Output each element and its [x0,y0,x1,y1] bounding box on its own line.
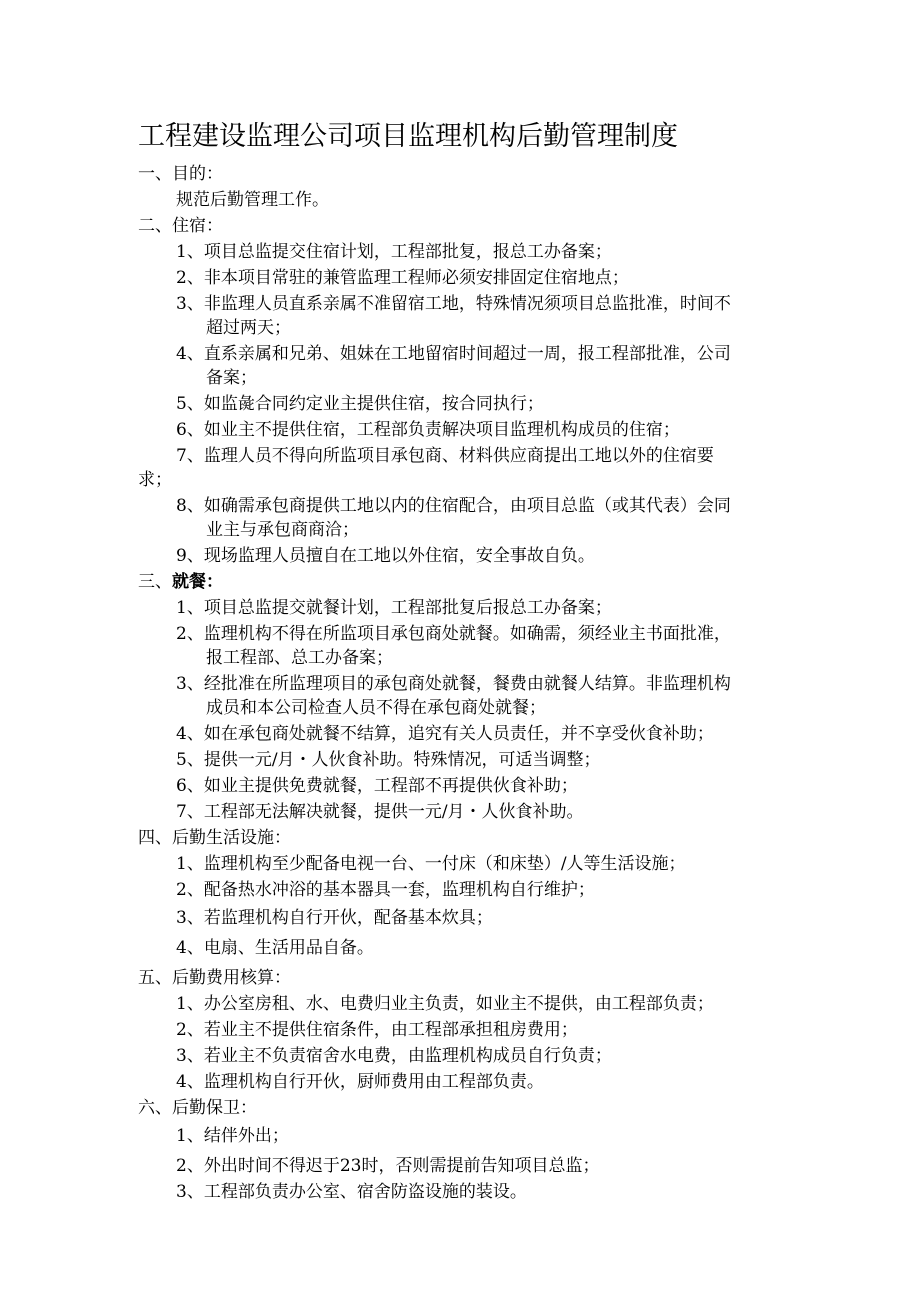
security-item-2: 2、外出时间不得迟于23时，否则需提前告知项目总监； [176,1156,600,1176]
cost-item-1: 1、办公室房租、水、电费归业主负责，如业主不提供，由工程部负责； [176,994,714,1014]
dining-item-2-cont: 报工程部、总工办备案； [206,648,393,668]
dining-item-1: 1、项目总监提交就餐计划，工程部批复后报总工办备案； [176,598,612,618]
dining-item-5: 5、提供一元/月・人伙食补助。特殊情况，可适当调整； [176,750,601,770]
facilities-item-2: 2、配备热水冲浴的基本器具一套，监理机构自行维护； [176,880,595,900]
lodging-item-3-cont: 超过两天； [206,318,291,338]
security-item-1: 1、结伴外出； [176,1126,289,1146]
dining-item-7: 7、工程部无法解决就餐，提供一元/月・人伙食补助。 [176,802,584,822]
section-heading-facilities: 四、后勤生活设施： [138,828,291,848]
lodging-item-8: 8、如确需承包商提供工地以内的住宿配合，由项目总监（或其代表）会同 [176,496,731,516]
section-heading-security: 六、后勤保卫： [138,1098,257,1118]
dining-item-6: 6、如业主提供免费就餐，工程部不再提供伙食补助； [176,776,578,796]
facilities-item-3: 3、若监理机构自行开伙，配备基本炊具； [176,908,493,928]
document-title: 工程建设监理公司项目监理机构后勤管理制度 [138,121,678,152]
dining-heading-label: 就餐： [172,572,223,592]
dining-item-4: 4、如在承包商处就餐不结算，追究有关人员责任，并不享受伙食补助； [176,724,714,744]
purpose-text: 规范后勤管理工作。 [176,190,329,210]
lodging-item-4: 4、直系亲属和兄弟、姐妹在工地留宿时间超过一周，报工程部批准，公司 [176,344,731,364]
section-heading-lodging: 二、住宿： [138,216,223,236]
facilities-item-1: 1、监理机构至少配备电视一台、一付床（和床垫）/人等生活设施； [176,854,686,874]
cost-item-4: 4、监理机构自行开伙，厨师费用由工程部负责。 [176,1072,544,1092]
cost-item-2: 2、若业主不提供住宿条件，由工程部承担租房费用； [176,1020,578,1040]
cost-item-3: 3、若业主不负责宿舍水电费，由监理机构成员自行负责； [176,1046,612,1066]
dining-item-3-cont: 成员和本公司检查人员不得在承包商处就餐； [206,698,546,718]
section-heading-cost: 五、后勤费用核算： [138,968,291,988]
lodging-item-1: 1、项目总监提交住宿计划，工程部批复，报总工办备案； [176,242,612,262]
section-heading-purpose: 一、目的： [138,164,223,184]
security-item-3: 3、工程部负责办公室、宿舍防盗设施的装设。 [176,1182,527,1202]
lodging-item-7: 7、监理人员不得向所监项目承包商、材料供应商提出工地以外的住宿要 [176,446,714,466]
lodging-item-3: 3、非监理人员直系亲属不准留宿工地，特殊情况须项目总监批准，时间不 [176,294,731,314]
lodging-item-5: 5、如监彘合同约定业主提供住宿，按合同执行； [176,394,544,414]
dining-item-3: 3、经批准在所监理项目的承包商处就餐，餐费由就餐人结算。非监理机构 [176,674,731,694]
facilities-item-4: 4、电扇、生活用品自备。 [176,938,374,958]
section-heading-dining [138,570,223,594]
lodging-item-9: 9、现场监理人员擅自在工地以外住宿，安全事故自负。 [176,546,595,566]
lodging-item-4-cont: 备案； [206,368,257,388]
lodging-item-2: 2、非本项目常驻的兼管监理工程师必须安排固定住宿地点； [176,268,629,288]
dining-heading-prefix: 三、 [138,572,172,592]
dining-item-2: 2、监理机构不得在所监项目承包商处就餐。如确需，须经业主书面批准， [176,624,731,644]
lodging-item-7-cont: 求； [138,470,172,490]
lodging-item-8-cont: 业主与承包商商洽； [206,520,359,540]
lodging-item-6: 6、如业主不提供住宿，工程部负责解决项目监理机构成员的住宿； [176,420,680,440]
